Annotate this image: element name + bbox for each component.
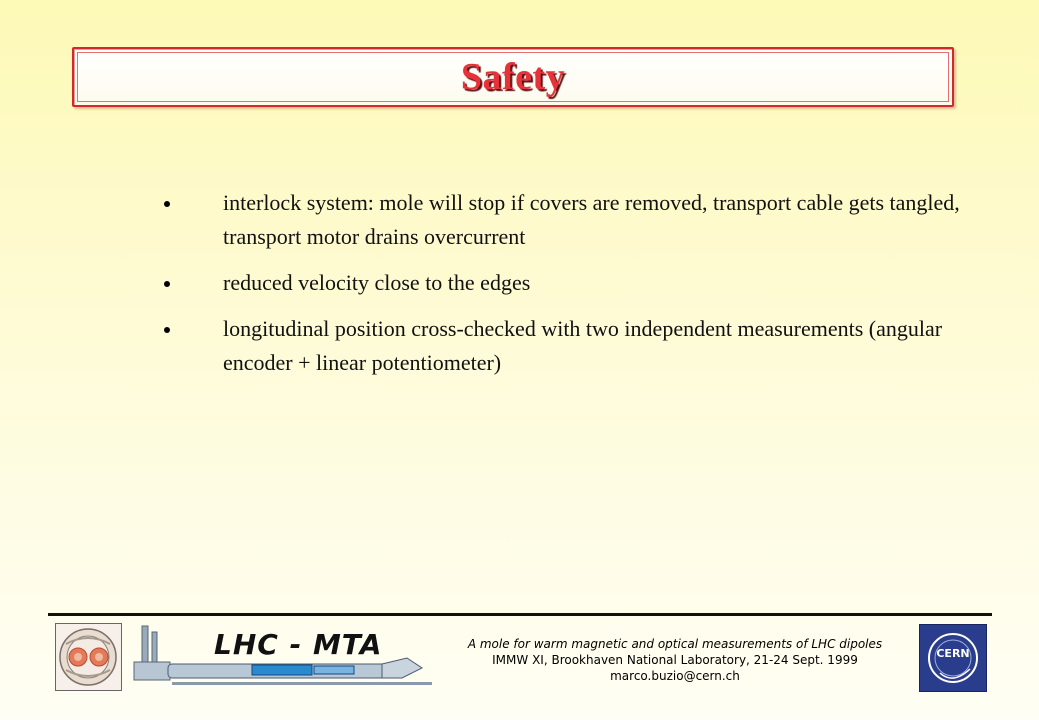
- bullet-list: [150, 186, 990, 392]
- footer-info: [440, 636, 910, 684]
- bullet-text: longitudinal position cross-checked with two independent measurements (angular encoder + linear potentiometer): [223, 316, 943, 375]
- lhc-mta-logo-text: LHC - MTA: [214, 628, 383, 661]
- dipole-cross-section-icon: [56, 624, 121, 690]
- bullet-text: interlock system: mole will stop if covers are removed, transport cable gets tangled, transport motor drains overcurrent: [223, 190, 960, 249]
- footer-talk-title: A mole for warm magnetic and optical measurements of LHC dipoles: [467, 637, 883, 651]
- cern-logo: [919, 624, 987, 692]
- lhc-mta-logo: [132, 624, 436, 690]
- title-box: [72, 47, 954, 107]
- cern-logo-text: CERN: [936, 647, 970, 660]
- dipole-cross-section-logo: [55, 623, 122, 691]
- footer-divider: [48, 613, 992, 616]
- bullet-dot-icon: [164, 281, 170, 287]
- footer-conference: IMMW XI, Brookhaven National Laboratory, 21-24 Sept. 1999: [492, 653, 858, 667]
- bullet-dot-icon: [164, 327, 170, 333]
- slide-title: Safety: [460, 56, 566, 98]
- bullet-item: [150, 266, 990, 300]
- bullet-text: reduced velocity close to the edges: [223, 270, 531, 295]
- bullet-item: [150, 186, 990, 254]
- footer-email: marco.buzio@cern.ch: [610, 669, 740, 683]
- bullet-item: [150, 312, 990, 380]
- bullet-dot-icon: [164, 201, 170, 207]
